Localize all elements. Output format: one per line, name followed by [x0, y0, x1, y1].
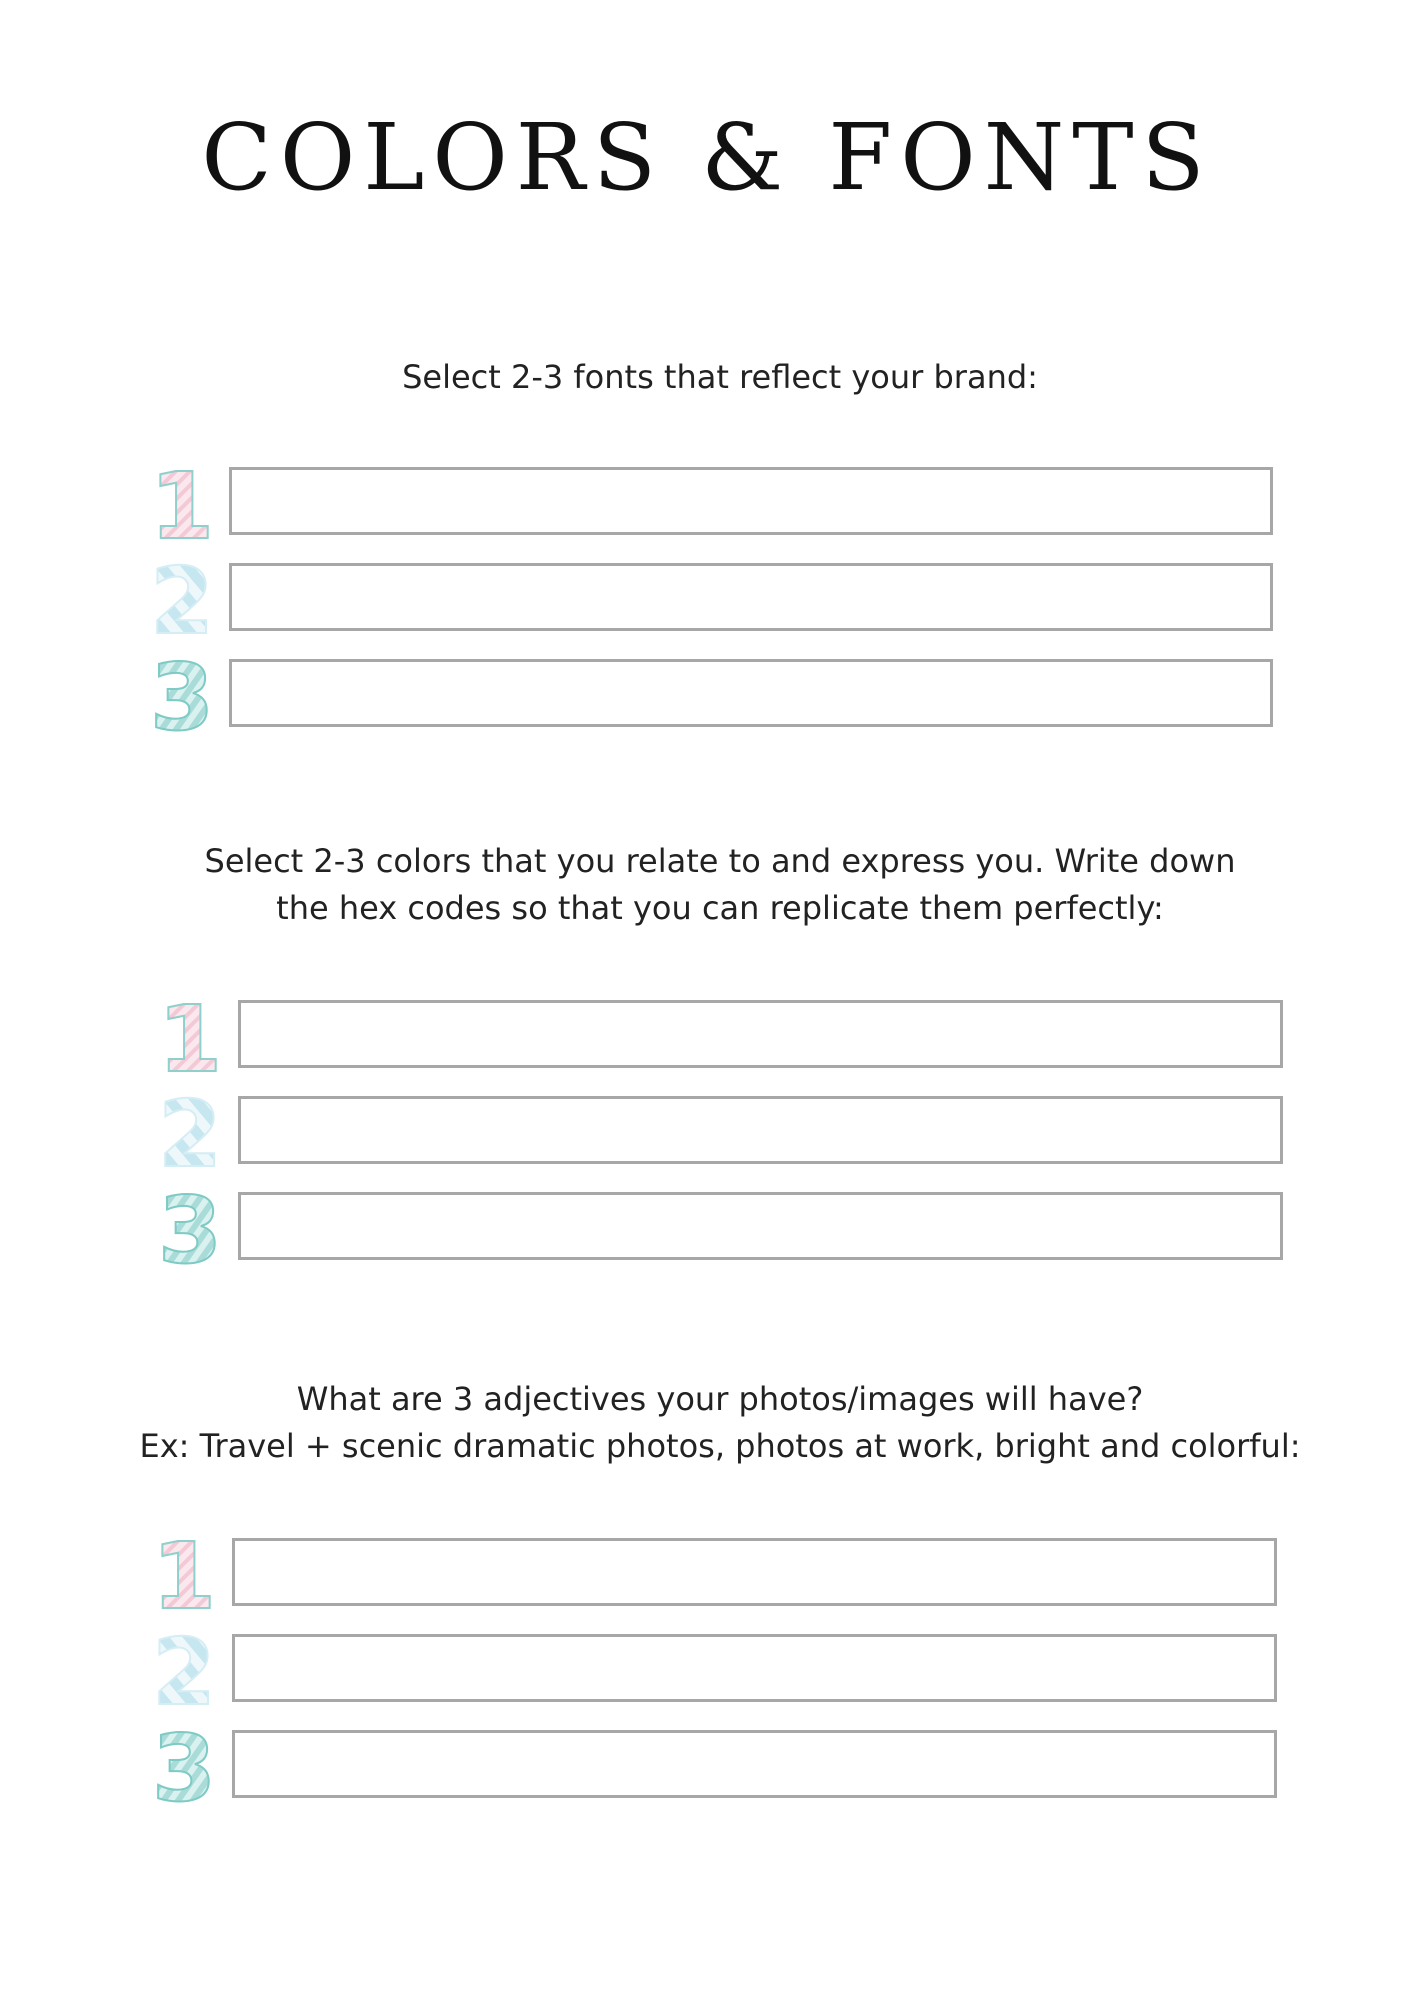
adjective-entry-3-field[interactable]	[232, 1730, 1277, 1798]
adjective-entry-2-field[interactable]	[232, 1634, 1277, 1702]
font-entry-3-field[interactable]	[229, 659, 1273, 727]
svg-text:1: 1	[157, 986, 223, 1093]
number-2-icon	[151, 1619, 217, 1726]
number-1-icon	[149, 453, 215, 560]
colors-prompt-line-1: Select 2-3 colors that you relate to and express you. Write down	[204, 842, 1236, 880]
font-entry-2-field[interactable]	[229, 563, 1273, 631]
color-entry-3-field[interactable]	[238, 1192, 1283, 1260]
svg-text:3: 3	[149, 644, 215, 751]
number-3-icon	[149, 644, 215, 751]
photos-prompt-line-1: What are 3 adjectives your photos/images will have?	[296, 1380, 1144, 1418]
svg-text:3: 3	[157, 1177, 223, 1284]
svg-text:1: 1	[151, 1523, 217, 1630]
number-3-icon	[157, 1177, 223, 1284]
color-entry-2-field[interactable]	[238, 1096, 1283, 1164]
fonts-prompt-line: Select 2-3 fonts that reflect your brand:	[402, 358, 1038, 396]
number-2-icon	[157, 1081, 223, 1188]
number-1-icon	[157, 986, 223, 1093]
svg-text:2: 2	[149, 548, 215, 655]
number-2-icon	[149, 548, 215, 655]
svg-text:1: 1	[149, 453, 215, 560]
colors-prompt	[0, 838, 1414, 932]
colors-prompt-line-2: the hex codes so that you can replicate them perfectly:	[276, 889, 1164, 927]
number-1-icon	[151, 1523, 217, 1630]
adjective-entry-1-field[interactable]	[232, 1538, 1277, 1606]
photos-prompt	[0, 1376, 1414, 1470]
svg-text:2: 2	[157, 1081, 223, 1188]
number-3-icon	[151, 1715, 217, 1822]
svg-text:3: 3	[151, 1715, 217, 1822]
font-entry-1-field[interactable]	[229, 467, 1273, 535]
fonts-prompt	[0, 354, 1414, 401]
color-entry-1-field[interactable]	[238, 1000, 1283, 1068]
photos-prompt-line-2: Ex: Travel + scenic dramatic photos, photos at work, bright and colorful:	[139, 1427, 1301, 1465]
svg-text:2: 2	[151, 1619, 217, 1726]
page-title: COLORS & FONTS	[201, 104, 1213, 211]
